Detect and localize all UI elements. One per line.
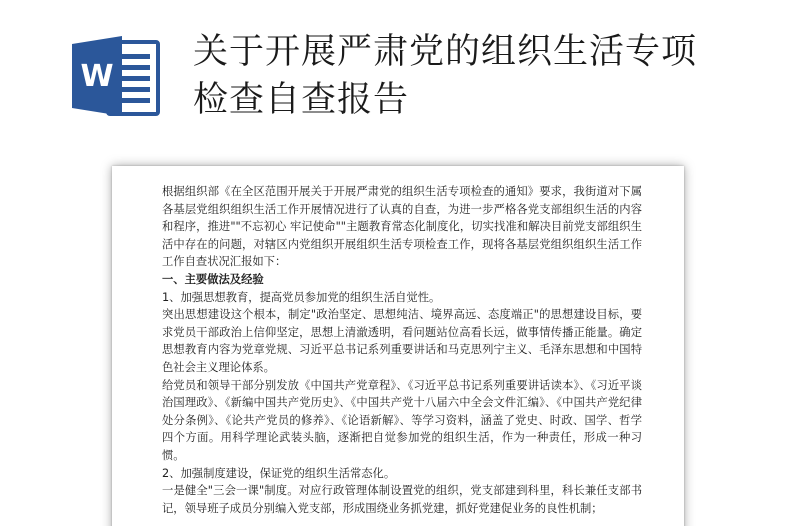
paragraph: 给党员和领导干部分别发放《中国共产党章程》、《习近平总书记系列重要讲话读本》、《习近平谈治国理政》、《新编中国共产党历史》、《中国共产党十八届六中全会文件汇编》、《中国共产党纪律处分条例》、《论共产党员的修养》、《论语新解》、等学习资料，涵盖了党史、时政、国学、哲学四个方面。用科学理论武装头脑，逐渐把自觉参加党的组织生活，作为一种责任，形成一种习惯。 — [162, 378, 642, 462]
title-line-2: 检查自查报告 — [193, 80, 410, 120]
section-heading: 一、主要做法及经验 — [162, 272, 264, 286]
word-document-icon — [68, 28, 164, 124]
word-icon-letter: W — [80, 59, 114, 94]
page-title — [193, 28, 783, 124]
subsection-heading: 1、加强思想教育，提高党员参加党的组织生活自觉性。 — [162, 290, 441, 304]
document-body — [162, 183, 642, 517]
paragraph: 一是健全"三会一课"制度。对应行政管理体制设置党的组织，党支部建到科里，科长兼任支部书记，领导班子成员分别编入党支部，形成围绕业务抓党建，抓好党建促业务的良性机制； — [162, 484, 642, 515]
subsection-heading: 2、加强制度建设，保证党的组织生活常态化。 — [162, 466, 396, 480]
title-line-1: 关于开展严肃党的组织生活专项 — [193, 32, 698, 72]
paragraph: 突出思想建设这个根本，制定"政治坚定、思想纯洁、境界高远、态度端正"的思想建设目标，要求党员干部政治上信仰坚定，思想上清澈透明，看问题站位高看长远，做事情传播正能量。确定思想教育内容为党章党规、习近平总书记系列重要讲话和马克思列宁主义、毛泽东思想和中国特色社会主义理论体系。 — [162, 308, 642, 374]
paragraph-intro: 根据组织部《在全区范围开展关于开展严肃党的组织生活专项检查的通知》要求，我街道对下属各基层党组织组织生活工作开展情况进行了认真的自查，为进一步严格各党支部组织生活的内容和程序，推进""不忘初心 牢记使命""主题教育常态化制度化，切实找准和解决目前党支部组织生活中存在的问题，对辖区内党组织开展组织生活专项检查工作，现将各基层党组织组织生活工作工作自查状况汇报如下： — [162, 185, 642, 269]
document-page — [112, 166, 684, 526]
